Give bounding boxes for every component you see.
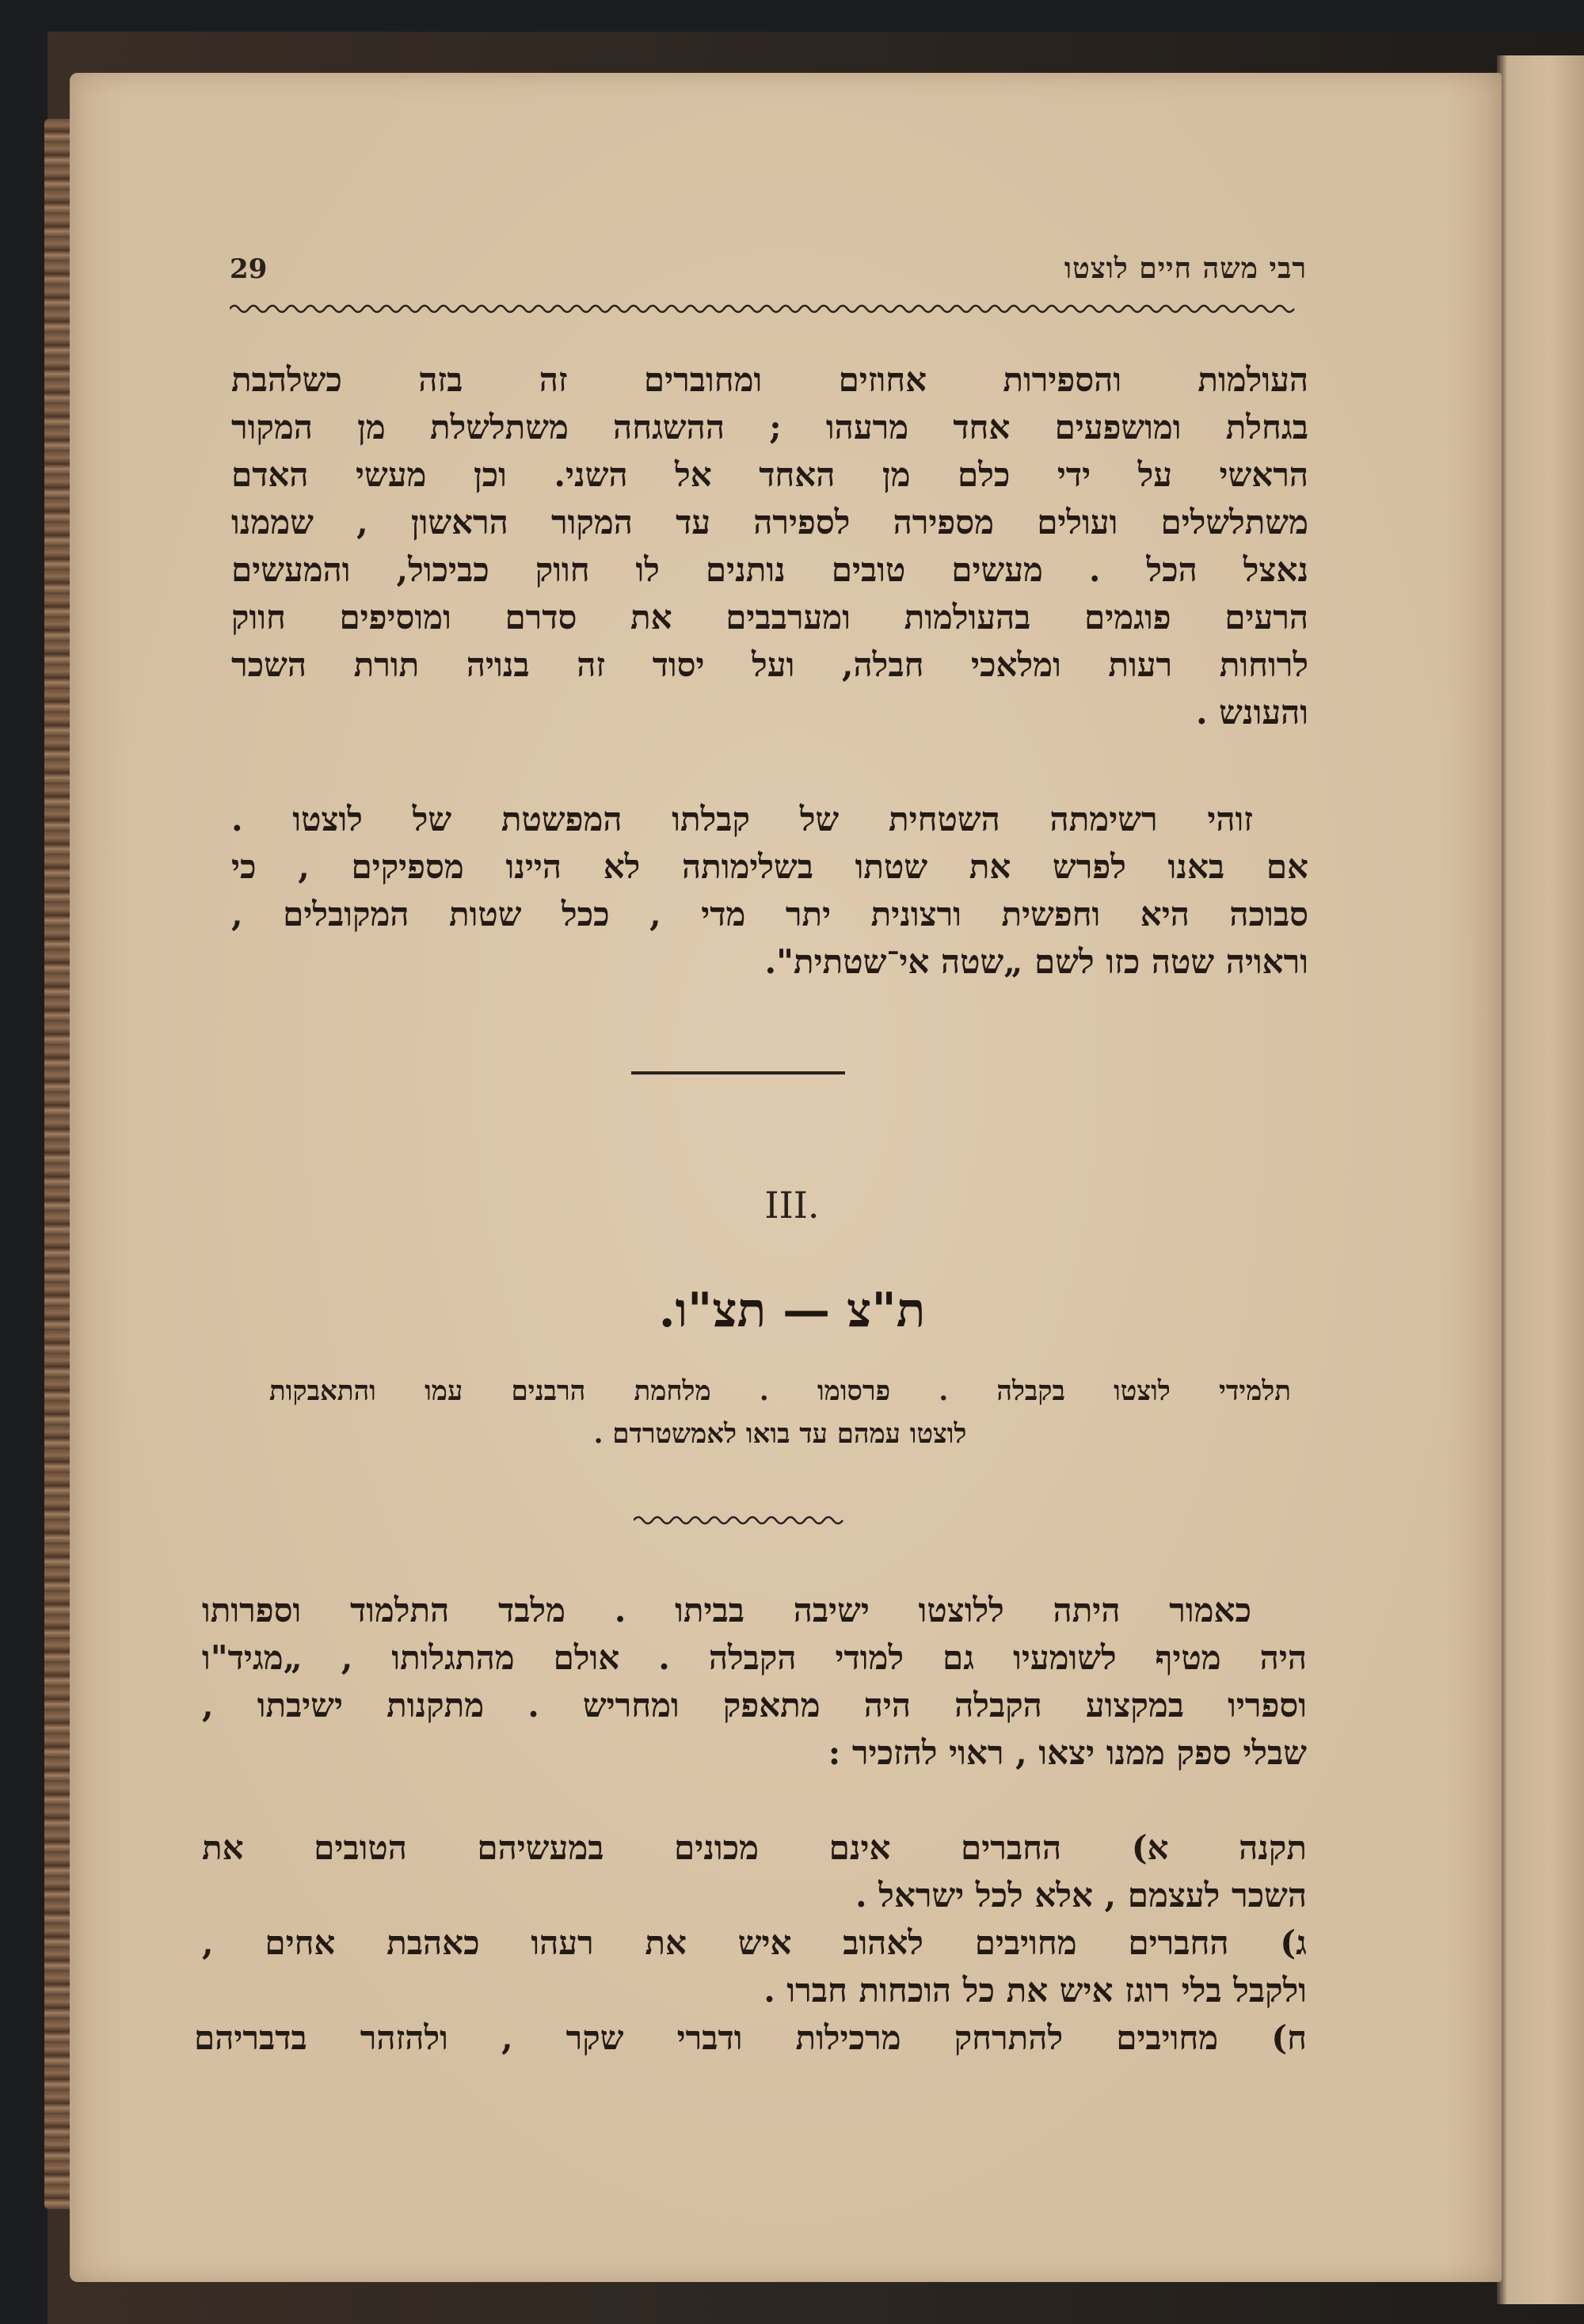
text-line: שבלי ספק ממנו יצאו , ראוי להזכיר : (828, 1733, 1307, 1772)
rule-1 (202, 1824, 1307, 1919)
page-header (230, 252, 1307, 285)
text-line: השכר לעצמם , אלא לכל ישראל . (855, 1876, 1307, 1915)
text-line: ולקבל בלי רוגז איש את כל הוכחות חברו . (763, 1971, 1307, 2010)
rule-3 (194, 2014, 1307, 2062)
header-wavy-rule (230, 301, 1307, 317)
section-title: ת"צ — תצ"ו. (658, 1283, 926, 1338)
section-number: III. (764, 1184, 820, 1227)
text-line: סבוכה היא וחפשית ורצונית יתר מדי , ככל שטות המקובלים , (231, 895, 1308, 934)
paragraph-2 (231, 796, 1308, 986)
text-line: וספריו במקצוע הקבלה היה מתאפק ומחריש . מתקנות ישיבתו , (202, 1686, 1307, 1725)
text-line: אם באנו לפרש את שטתו בשלימותה לא היינו מספיקים , כי (231, 847, 1308, 886)
section-divider (631, 1071, 845, 1075)
text-line: וראויה שטה כזו לשם „שטה אי־שטתית". (764, 942, 1308, 981)
text-line: העולמות והספירות אחוזים ומחוברים זה בזה כשלהבת (231, 360, 1308, 399)
text-line: לרוחות רעות ומלאכי חבלה, ועל יסוד זה בנויה תורת השכר (231, 645, 1308, 684)
running-title: רבי משה חיים לוצטו (1064, 252, 1307, 285)
page-number: 29 (230, 253, 268, 285)
next-page-edge (1497, 55, 1584, 2304)
rule-2 (202, 1919, 1307, 2014)
summary-line: לוצטו עמהם עד בואו לאמשטרדם . (593, 1418, 967, 1450)
text-line: הראשי על ידי כלם מן האחד אל השני. וכן מעשי האדם (231, 455, 1308, 494)
text-line: תקנה א) החברים אינם מכונים במעשיהם הטובים את (202, 1828, 1307, 1867)
summary-wavy-rule (634, 1512, 847, 1528)
text-line: כאמור היתה ללוצטו ישיבה בביתו . מלבד התלמוד וספרותו (202, 1591, 1251, 1630)
text-line: בגחלת ומושפעים אחד מרעהו ; ההשגחה משתלשלת מן המקור (231, 408, 1308, 447)
text-line: ח) מחויבים להתרחק מרכילות ודברי שקר , ולהזהר בדבריהם (194, 2018, 1307, 2057)
text-line: ג) החברים מחויבים לאהוב איש את רעהו כאהבת אחים , (202, 1923, 1307, 1962)
text-line: היה מטיף לשומעיו גם למודי הקבלה . אולם מהתגלותו , „מגיד"ו (202, 1638, 1307, 1677)
text-line: נאצל הכל . מעשים טובים נותנים לו חווק כביכול, והמעשים (231, 550, 1308, 589)
summary-line: תלמידי לוצטו בקבלה . פרסומו . מלחמת הרבנים עמו והתאבקות (269, 1375, 1291, 1407)
text-line: זוהי רשימתה השטחית של קבלתו המפשטת של לוצטו . (231, 800, 1253, 839)
text-line: הרעים פוגמים בהעולמות ומערבבים את סדרם ומוסיפים חווק (231, 598, 1308, 637)
text-line: משתלשלים ועולים מספירה לספירה עד המקור הראשון , שממנו (231, 503, 1308, 542)
text-line: והעונש . (1195, 693, 1308, 732)
paragraph-1 (231, 356, 1308, 736)
section-summary (269, 1370, 1291, 1455)
paragraph-3 (202, 1587, 1307, 1777)
